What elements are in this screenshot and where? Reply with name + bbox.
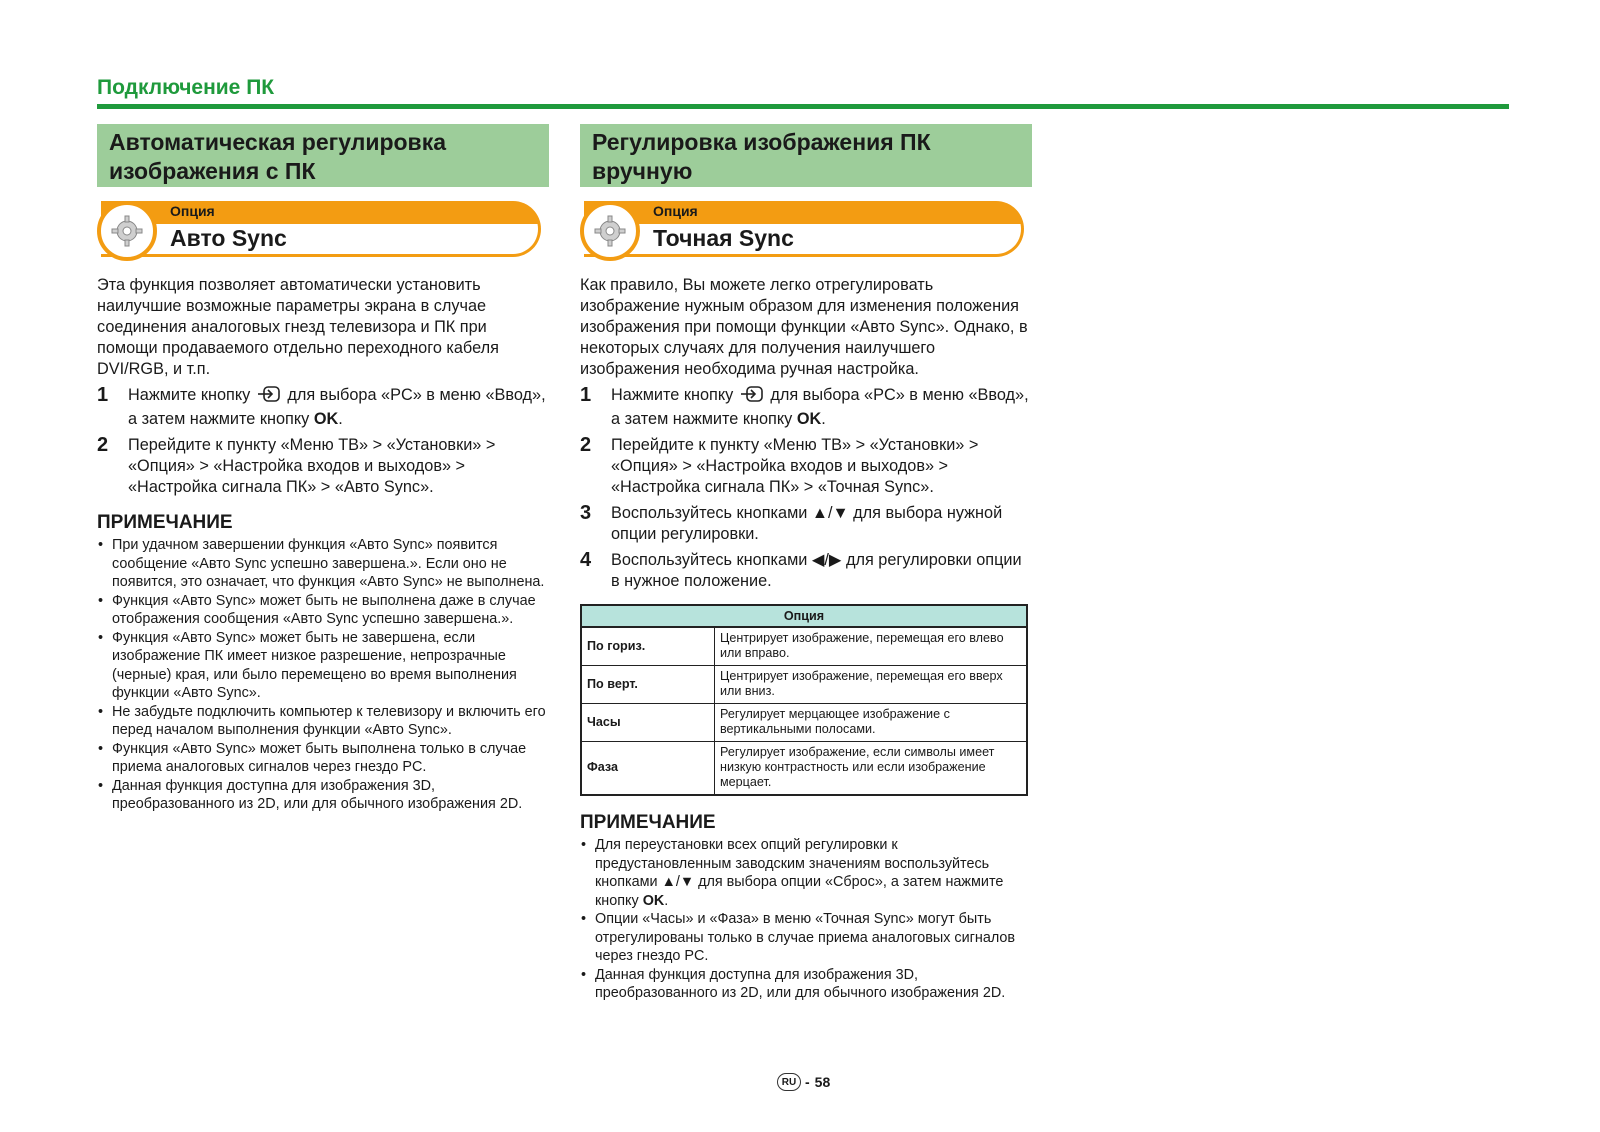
step-text: Перейдите к пункту «Меню ТВ» > «Установки» > «Опция» > «Настройка входов и выходов» > «Настройка сигнала ПК» > «Авто Sync». [128,436,496,496]
notes-list [97,536,549,814]
page-footer [777,1073,830,1091]
steps-list [580,385,1032,592]
table-cell-desc: Центрирует изображение, перемещая его вверх или вниз. [715,665,1028,703]
intro-text: Эта функция позволяет автоматически установить наилучшие возможные параметры экрана в случае соединения аналоговых гнезд телевизора и ПК при помощи продаваемого отдельно переходного кабеля DVI/RGB, и т.п. [97,276,499,378]
step-item [580,550,1032,592]
option-pill [101,201,541,257]
table-cell-name: Часы [581,703,715,741]
right-column [580,124,1032,1003]
note-item: • Функция «Авто Sync» может быть не завершена, если изображение ПК имеет низкое разрешение, непрозрачные (черные) края, или было перемещено во время выполнения функции «Авто Sync». [97,629,549,703]
step-item [97,385,549,430]
steps-list [97,385,549,498]
notes-list [580,836,1032,1003]
step-text: Нажмите кнопку для выбора «PC» в меню «Ввод», а затем нажмите кнопку OK. [128,386,546,428]
option-pill [584,201,1024,257]
table-cell-desc: Регулирует изображение, если символы имеет низкую контрастность или если изображение мерцает. [715,741,1028,795]
section-title-manual: Регулировка изображения ПК вручную [580,124,1032,187]
table-row [581,703,1027,741]
table-row [581,665,1027,703]
step-number: 1 [97,384,109,406]
option-label: Опция [170,203,215,219]
language-badge: RU [777,1073,801,1091]
gear-icon [97,201,157,261]
table-row [581,627,1027,665]
page-number: 58 [814,1074,831,1090]
step-item [580,503,1032,545]
table-row [581,741,1027,795]
step-number: 2 [97,434,109,456]
input-icon [257,385,281,409]
input-icon [740,385,764,409]
note-item: • Данная функция доступна для изображения 3D, преобразованного из 2D, или для обычного изображения 2D. [580,966,1032,1003]
note-title: ПРИМЕЧАНИЕ [97,512,233,533]
step-text: Воспользуйтесь кнопками ▲/▼ для выбора нужной опции регулировки. [611,504,1003,543]
intro-text: Как правило, Вы можете легко отрегулировать изображение нужным образом для изменения положения изображения при помощи функции «Авто Sync». Однако, в некоторых случаях для получения наилучшего изображения необходима ручная настройка. [580,276,1028,378]
step-number: 3 [580,502,592,524]
step-number: 1 [580,384,592,406]
options-table [580,604,1028,796]
table-cell-name: По гориз. [581,627,715,665]
step-text: Перейдите к пункту «Меню ТВ» > «Установки» > «Опция» > «Настройка входов и выходов» > «Настройка сигнала ПК» > «Точная Sync». [611,436,979,496]
note-item: • Не забудьте подключить компьютер к телевизору и включить его перед началом выполнения функции «Авто Sync». [97,703,549,740]
step-item [580,385,1032,430]
option-banner-auto-sync [97,201,549,263]
left-column [97,124,549,814]
option-label: Опция [653,203,698,219]
table-cell-name: Фаза [581,741,715,795]
table-cell-desc: Регулирует мерцающее изображение с вертикальными полосами. [715,703,1028,741]
note-item: • Для переустановки всех опций регулировки к предустановленным заводским значениям воспользуйтесь кнопками ▲/▼ для выбора опции «Сброс», а затем нажмите кнопку OK. [580,836,1032,910]
step-item [580,435,1032,498]
option-banner-fine-sync [580,201,1032,263]
section-title-auto: Автоматическая регулировка изображения с ПК [97,124,549,187]
table-header: Опция [581,605,1027,627]
step-text: Нажмите кнопку для выбора «PC» в меню «Ввод», а затем нажмите кнопку OK. [611,386,1029,428]
header-rule [97,104,1509,109]
page-separator: - [805,1074,810,1090]
header-title: Подключение ПК [97,76,275,99]
note-item: • Функция «Авто Sync» может быть не выполнена даже в случае отображения сообщения «Авто Sync успешно завершена.». [97,592,549,629]
step-item [97,435,549,498]
note-item: • Опции «Часы» и «Фаза» в меню «Точная Sync» могут быть отрегулированы только в случае приема аналоговых сигналов через гнездо PC. [580,910,1032,966]
note-item: • Функция «Авто Sync» может быть выполнена только в случае приема аналоговых сигналов через гнездо PC. [97,740,549,777]
table-cell-name: По верт. [581,665,715,703]
note-item: • Данная функция доступна для изображения 3D, преобразованного из 2D, или для обычного изображения 2D. [97,777,549,814]
step-number: 4 [580,549,592,571]
option-name: Точная Sync [653,225,794,251]
step-text: Воспользуйтесь кнопками ◀/▶ для регулировки опции в нужное положение. [611,551,1022,590]
table-cell-desc: Центрирует изображение, перемещая его влево или вправо. [715,627,1028,665]
note-item: • При удачном завершении функция «Авто Sync» появится сообщение «Авто Sync успешно завершена.». Если оно не появится, это означает, что функция «Авто Sync» не выполнена. [97,536,549,592]
gear-icon [580,201,640,261]
option-name: Авто Sync [170,225,287,251]
step-number: 2 [580,434,592,456]
note-title: ПРИМЕЧАНИЕ [580,812,716,833]
